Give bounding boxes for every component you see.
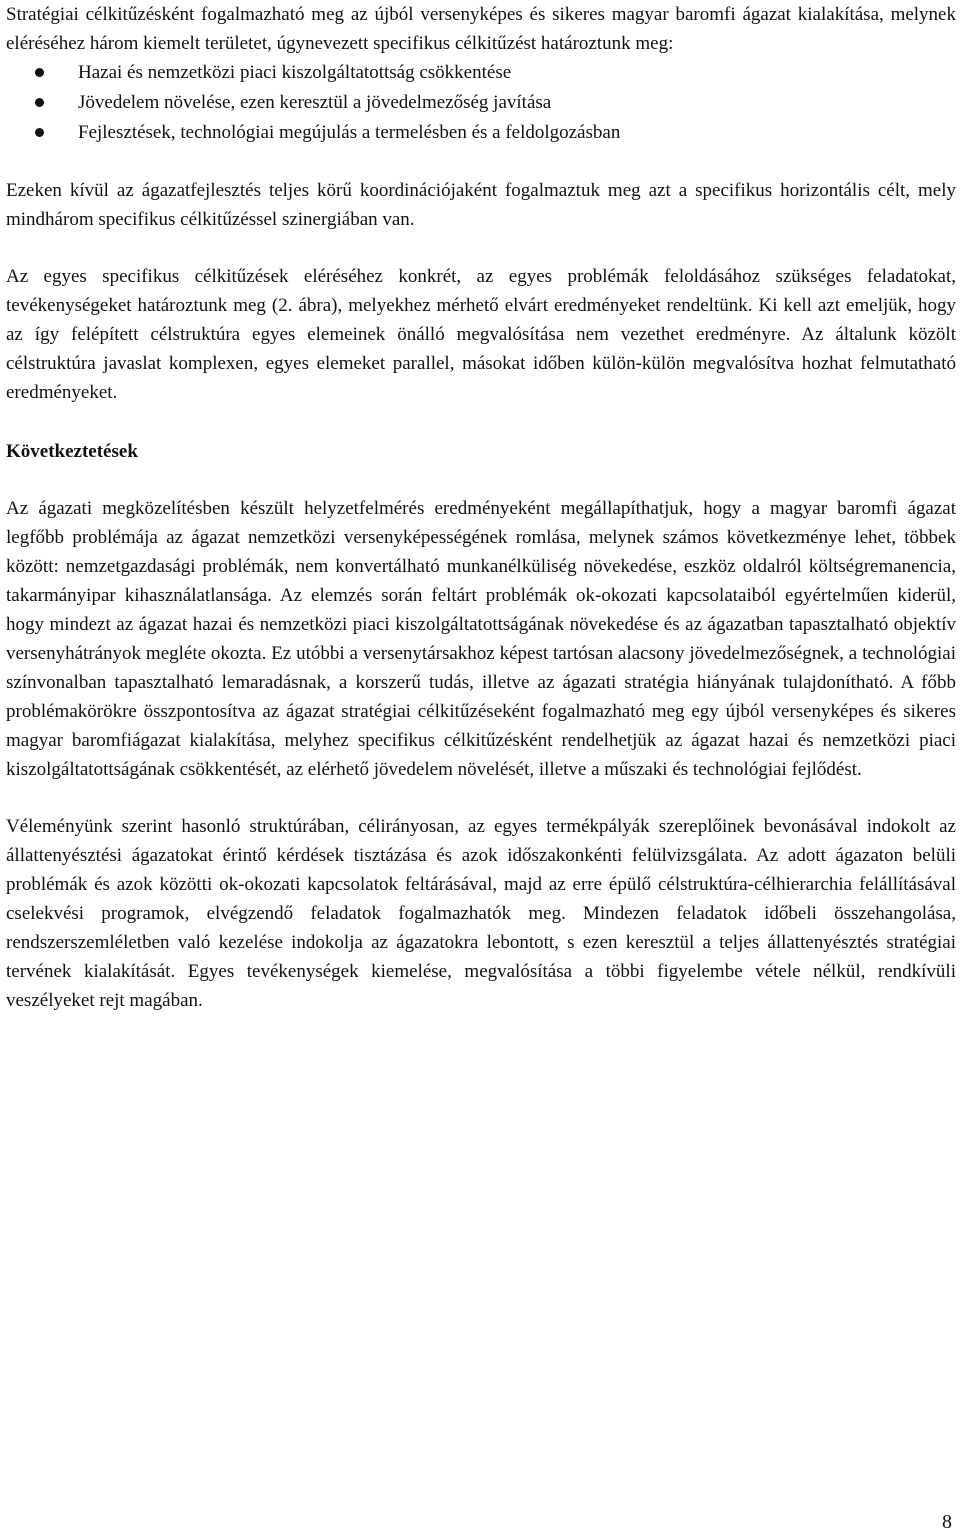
horizontal-goal-paragraph: Ezeken kívül az ágazatfejlesztés teljes körű koordinációjaként fogalmaztuk meg azt a specifikus horizontális célt, mely mindhárom specifikus célkitűzéssel szinergiában van. (6, 180, 956, 230)
intro-paragraph: Stratégiai célkitűzésként fogalmazható meg az újból versenyképes és sikeres magyar baromfi ágazat kialakítása, melynek eléréséhez három kiemelt területet, úgynevezett specifikus célkitűzést határoztunk meg: (6, 4, 956, 54)
tasks-paragraph: Az egyes specifikus célkitűzések eléréséhez konkrét, az egyes problémák feloldásához szükséges feladatokat, tevékenységeket határoztunk meg (2. ábra), melyekhez mérhető elvárt eredményeket rendeltünk. Ki kell azt emeljük, hogy az így felépített célstruktúra egyes elemeinek önálló megvalósítása nem vezethet eredményre. Az általunk közölt célstruktúra javaslat komplexen, egyes elemeket parallel, másokat időben külön-külön megvalósítva hozhat felmutatható eredményeket. (6, 266, 956, 403)
bullet-icon (35, 68, 44, 77)
list-item-text: Jövedelem növelése, ezen keresztül a jövedelmezőség javítása (78, 92, 552, 113)
conclusions-paragraph: Az ágazati megközelítésben készült helyzetfelmérés eredményeként megállapíthatjuk, hogy a magyar baromfi ágazat legfőbb problémája az ágazat nemzetközi versenyképességének romlása, melynek számos következménye lehet, többek között: nemzetgazdasági problémák, nem konvertálható munkanélküliség növekedése, eszköz oldalról költségremanencia, takarmányipar kihasználatlansága. Az elemzés során feltárt problémák ok-okozati kapcsolataiból egyértelműen kiderül, hogy mindezt az ágazat hazai és nemzetközi piaci kiszolgáltatottságának növekedése és az ágazatban tapasztalható objektív versenyhátrányok megléte okozta. Ez utóbbi a versenytársakhoz képest tartósan alacsony jövedelmezőségnek, a technológiai színvonalban tapasztalható lemaradásnak, a korszerű tudás, illetve az ágazati stratégia hiányának tulajdonítható. A főbb problémakörökre összpontosítva az ágazat stratégiai célkitűzéseként fogalmazható meg egy újból versenyképes és sikeres magyar baromfiágazat kialakítása, melyhez specifikus célkitűzésként rendelhetjük az ágazat hazai és nemzetközi piaci kiszolgáltatottságának csökkentését, az elérhető jövedelem növelését, illetve a műszaki és technológiai fejlődést. (6, 498, 956, 780)
list-item-text: Fejlesztések, technológiai megújulás a termelésben és a feldolgozásban (78, 122, 621, 143)
list-item (6, 58, 956, 88)
list-item (6, 118, 956, 148)
opinion-paragraph: Véleményünk szerint hasonló struktúrában, célirányosan, az egyes termékpályák szereplőinek bevonásával indokolt az állattenyésztési ágazatokat érintő kérdések tisztázása és azok időszakonkénti felülvizsgálata. Az adott ágazaton belüli problémák és azok közötti ok-okozati kapcsolatok feltárásával, majd az erre épülő célstruktúra-célhierarchia felállításával cselekvési programok, elvégzendő feladatok fogalmazhatók meg. Mindezen feladatok időbeli összehangolása, rendszerszemléletben való kezelése indokolja az ágazatokra lebontott, s ezen keresztül a teljes állattenyésztés stratégiai tervének kialakítását. Egyes tevékenységek kiemelése, megvalósítása a többi figyelembe vétele nélkül, rendkívüli veszélyeket rejt magában. (6, 816, 956, 1011)
document-page (6, 0, 956, 1015)
bullet-icon (35, 128, 44, 137)
page-number: 8 (942, 1511, 952, 1533)
bullet-icon (35, 98, 44, 107)
list-item-text: Hazai és nemzetközi piaci kiszolgáltatottság csökkentése (78, 62, 512, 83)
objectives-list (6, 58, 956, 148)
list-item (6, 88, 956, 118)
section-heading: Következtetések (6, 441, 138, 462)
